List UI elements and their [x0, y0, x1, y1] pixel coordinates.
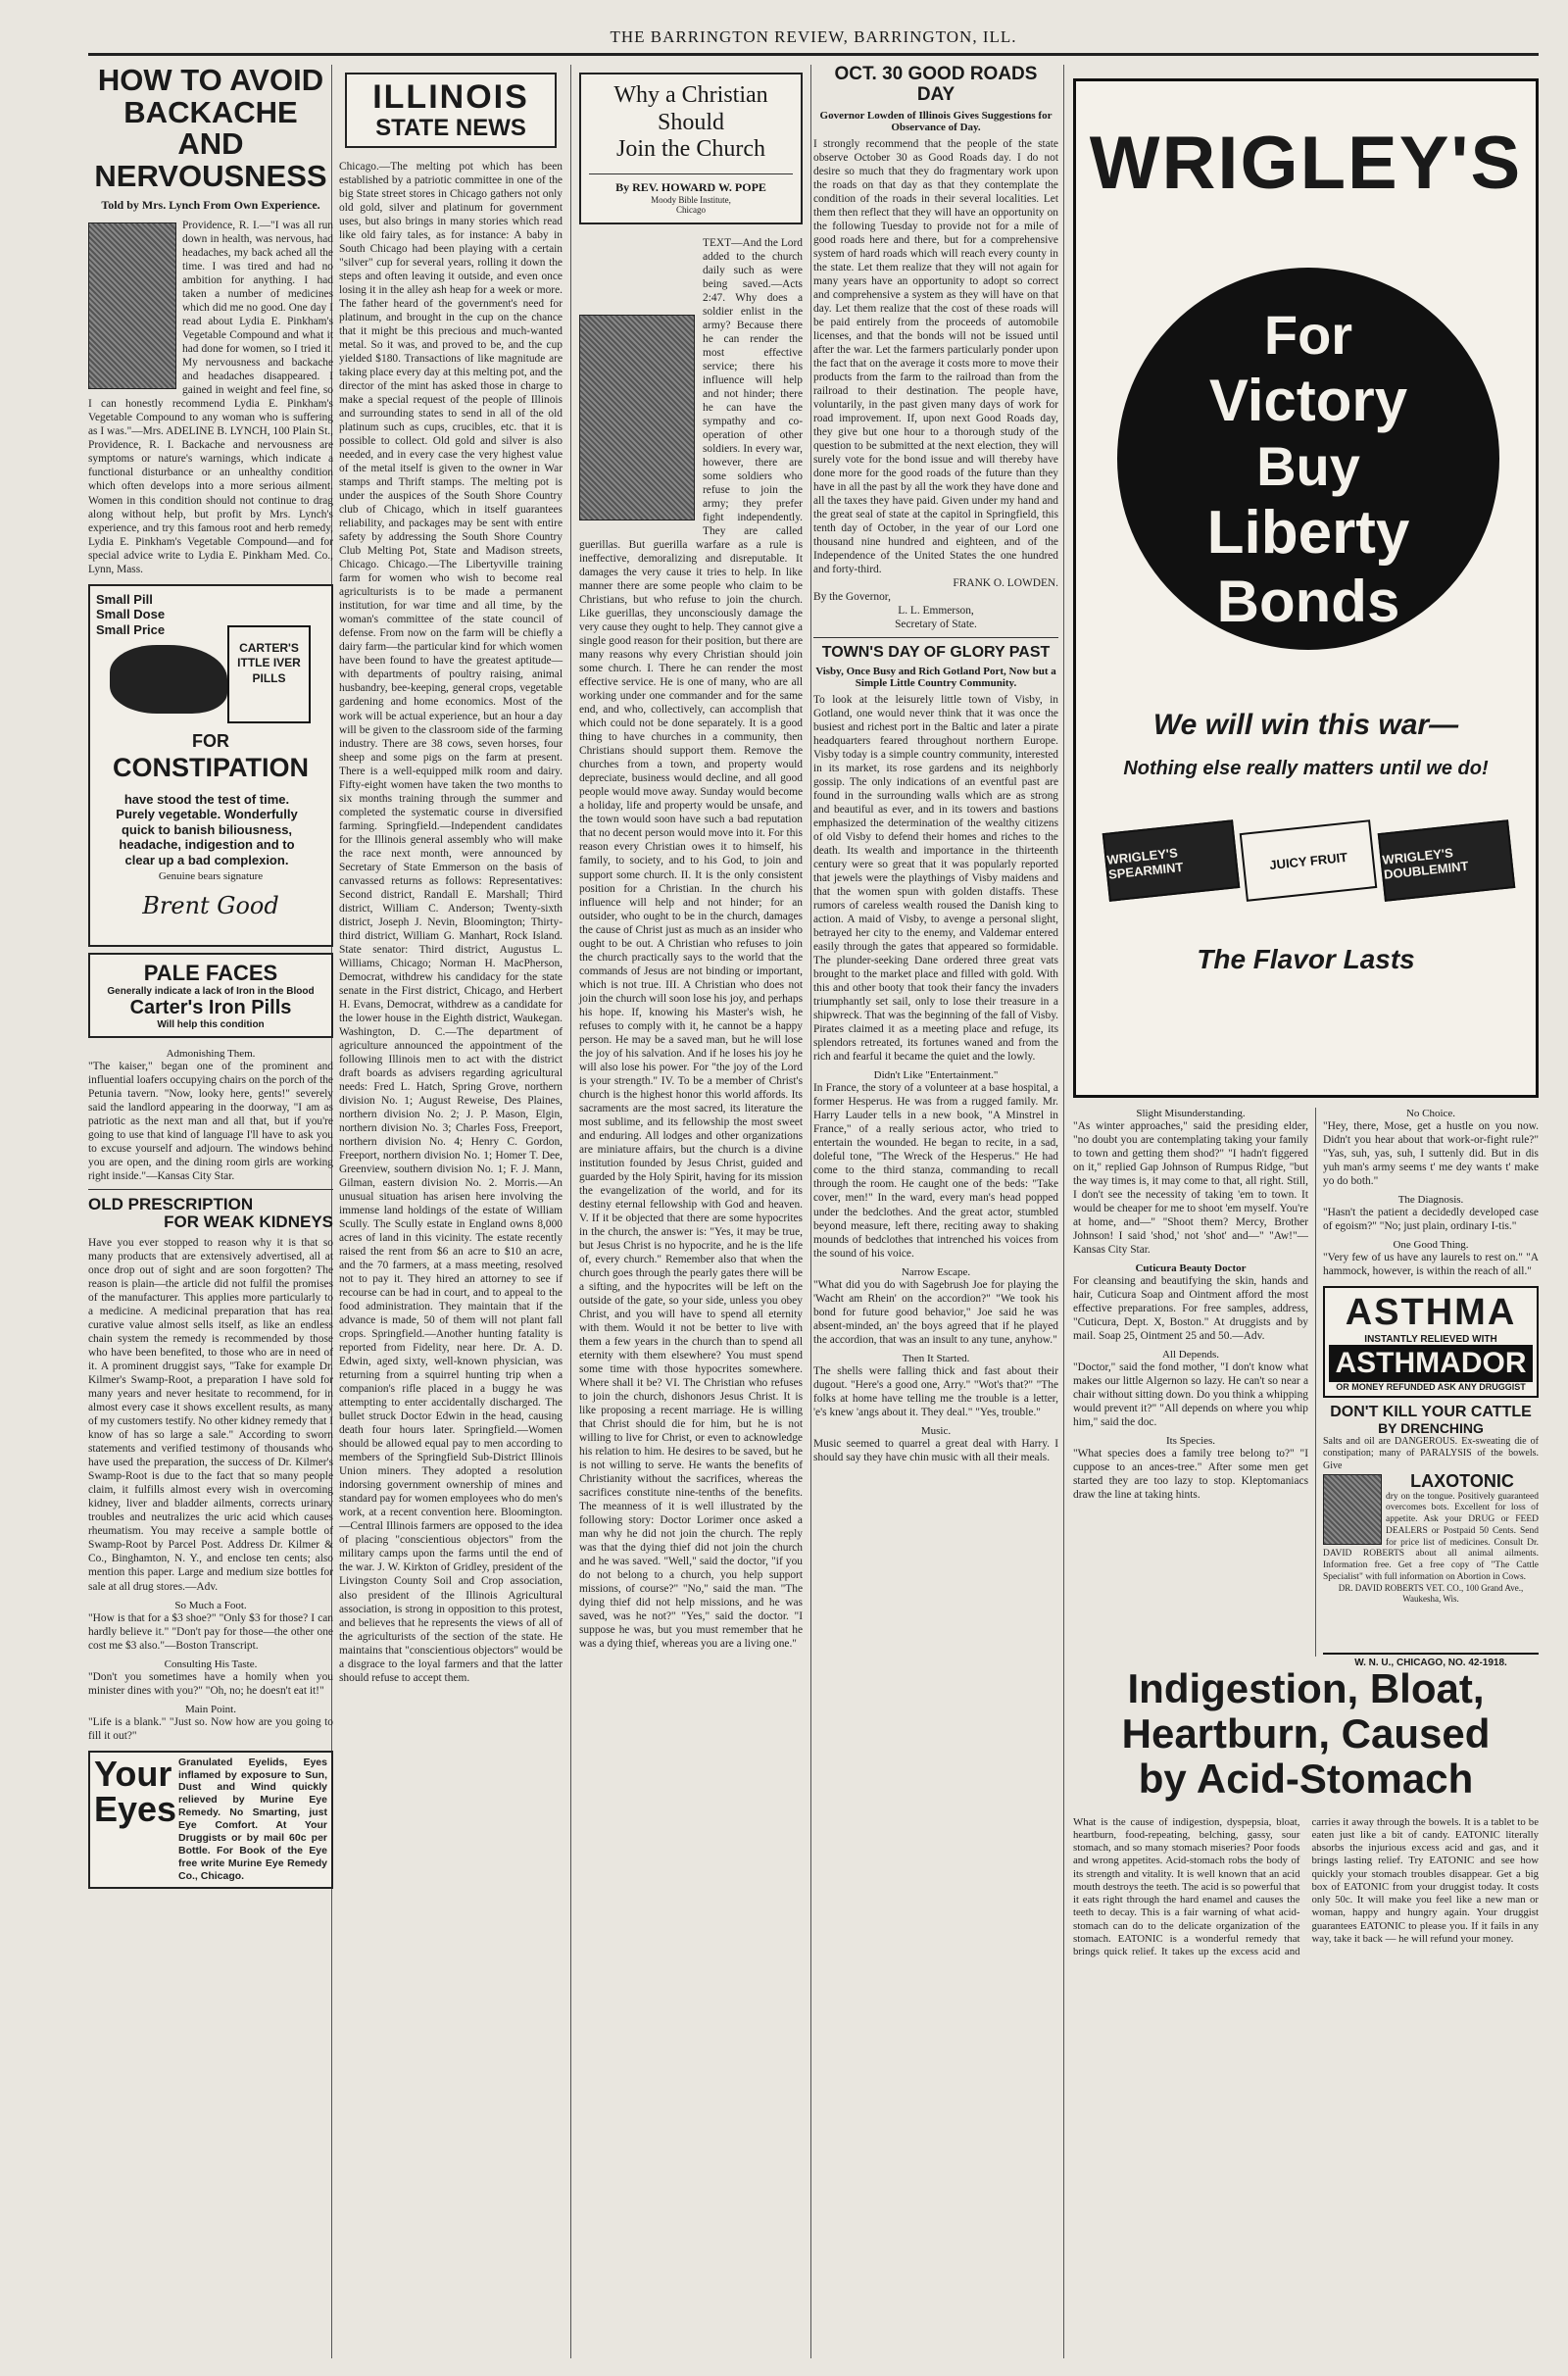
christian-article [573, 232, 808, 1656]
masthead: THE BARRINGTON REVIEW, BARRINGTON, ILL. [610, 27, 1017, 46]
cattle-title: DON'T KILL YOUR CATTLE [1330, 1404, 1532, 1421]
wrigleys-flavor-line: The Flavor Lasts [1197, 944, 1415, 974]
backache-headline-2: BACKACHE AND [123, 94, 298, 162]
backache-article [88, 65, 333, 576]
carters-for: FOR [192, 730, 229, 751]
diagnosis-body: "Hasn't the patient a decidedly developed case of egoism?" "No; just plain, ordinary I-tis." [1323, 1207, 1539, 1233]
masthead-rule [88, 53, 1539, 56]
murine-word-your: Your [94, 1753, 172, 1794]
cattle-address: DR. DAVID ROBERTS VET. CO., 100 Grand Ave., Waukesha, Wis. [1338, 1583, 1524, 1605]
foot-title: So Much a Foot. [174, 1599, 247, 1611]
state-news-header [345, 73, 557, 148]
gum-pack-spearmint: WRIGLEY'S SPEARMINT [1102, 819, 1241, 902]
circle-word-bonds: Bonds [1216, 569, 1400, 634]
cuticura-body: For cleansing and beautifying the skin, hands and hair, Cuticura Soap and Ointment afford the most effective preparations. For free samples, address, "Cuticura, Dept. X, Boston." At druggists and by mail. Soap 25, Ointment 25 and 50.—Adv. [1073, 1275, 1308, 1343]
lynch-portrait [88, 223, 176, 389]
column-rule [810, 65, 811, 2358]
crow-illustration [110, 645, 227, 714]
good-roads-sig-1: FRANK O. LOWDEN. [953, 577, 1058, 590]
murine-ad [88, 1751, 333, 1889]
taste-article [88, 1658, 333, 1698]
music-title: Music. [920, 1424, 952, 1437]
wnu-footer: W. N. U., CHICAGO, NO. 42-1918. [1323, 1653, 1539, 1668]
backache-body: Providence, R. I.—"I was all run down in health, was nervous, had headaches, my back ached all the time. I was tired and had no ambition for anything. I had taken a number of medicines which did me no good. One day I read about Lydia E. Pinkham's Vegetable Compound and what it had done for women, so I tried it. My nervousness and backache and headaches disappeared. I gained in weight and feel fine, so I can honestly recommend Lydia E. Pinkham's Vegetable Compound to any woman who is suffering as I was."—Mrs. ADELINE B. LYNCH, 100 Plain St., Providence, R. I. Backache and nervousness are symptoms or nature's warnings, which indicate a functional disturbance or an unhealthy condition which often develops into a more serious ailment. Women in this condition should not continue to drag along without help, but profit by Mrs. Lynch's experience, and try this famous root and herb remedy, Lydia E. Pinkham's Vegetable Compound—and for special advice write to Lydia E. Pinkham Med. Co., Lynn, Mass. [88, 220, 333, 575]
taste-body: "Don't you sometimes have a homily when you minister dines with you?" "Oh, no; he doesn't eat it!" [88, 1670, 333, 1697]
foot-body: "How is that for a $3 shoe?" "Only $3 for those? I can hardly believe it." "Don't pay for those—the other one cost me $3 also."—Boston Transcript. [88, 1611, 333, 1652]
taste-title: Consulting His Taste. [164, 1658, 258, 1670]
asthma-title: ASTHMA [1345, 1292, 1517, 1334]
asthma-tag: OR MONEY REFUNDED ASK ANY DRUGGIST [1336, 1382, 1526, 1393]
kidney-body: Have you ever stopped to reason why it is that so many products that are extensively advertised, all at once drop out of sight and are soon forgotten? The reason is plain—the article did not fulfil the promises of the manufacturer. This applies more particularly to a medicine. A medicinal preparation that has real curative value almost sells itself, as like an endless chain system the remedy is recommended by those who have been benefited, to those who are in need of it. A prominent druggist says, "Take for example Dr. Kilmer's Swamp-Root, a preparation I have sold for many years and never hesitate to recommend, for in almost every case it shows excellent results, as many of my customers testify. No other kidney remedy that I know of has so large a sale." According to sworn statements and verified testimony of thousands who have used the preparation, the success of Dr. Kilmer's Swamp-Root is due to the fact that so many people claim, it fulfills almost every wish in overcoming kidney, liver and bladder ailments, corrects urinary troubles and neutralizes the uric acid which causes rheumatism. You may receive a sample bottle of Swamp-Root by Parcel Post. Address Dr. Kilmer & Co., Binghamton, N. Y., and enclose ten cents; also mention this paper. Large and medium size bottles for sale at all drug stores.—Adv. [88, 1237, 333, 1593]
carters-sig-note: Genuine bears signature [158, 869, 264, 882]
foot-article [88, 1600, 333, 1653]
liberty-bonds-circle [1117, 268, 1499, 650]
column-3 [573, 65, 808, 2358]
circle-word-buy: Buy [1256, 435, 1360, 497]
gum-packs [1105, 826, 1512, 895]
main-point-article [88, 1704, 333, 1743]
good-roads-sig-3: L. L. Emmerson, [898, 605, 974, 618]
visby-article [813, 644, 1058, 1064]
state-news-title-1: ILLINOIS [372, 78, 529, 116]
admonishing-title: Admonishing Them. [166, 1047, 256, 1060]
christian-title-2: Should [657, 109, 724, 135]
indigestion-body: What is the cause of indigestion, dyspepsia, bloat, heartburn, food-repeating, belching, gassy, sour stomach, and so many stomach miseries? Poor foods and wrong appetites. Acid-stomach robs the body of its strength and vitality. It is well known that an acid mouth destroys the teeth. The acid is so powerful that it eats right through the hard enamel and causes the teeth to decay. This is a fair warning of what acid-stomach can do to the delicate organization of the stomach. EATONIC is a wonderful remedy that brings quick relief. It takes up the excess acid and carries it away through the bowels. It is a tablet to be eaten just like a bit of candy. EATONIC literally absorbs the injurious excess acid and gas, and it brings lasting relief. Try EATONIC and see how quickly your stomach troubles disappear. Get a big box of EATONIC from your druggist today. It costs only 50c. It will make you feel like a new man or woman, happy and hungry again. Your druggist guarantees EATONIC to please you. If it fails in any way, take it back — he will refund your money. [1073, 1815, 1539, 1958]
pope-portrait [579, 315, 695, 520]
kidney-article [88, 1196, 333, 1594]
christian-header [579, 73, 803, 224]
indigestion-headline-2: Heartburn, Caused [1121, 1710, 1491, 1757]
cuticura-title: Cuticura Beauty Doctor [1135, 1262, 1247, 1275]
no-choice-body: "Hey, there, Mose, get a hustle on you now. Didn't you hear about that work-or-fight rule?" "Yas, suh, yas, suh, I suttenly did. But in dis yuh man's army seems t' me dey wants t' make yo do both." [1323, 1120, 1539, 1188]
gum-pack-juicy-fruit: JUICY FRUIT [1240, 819, 1378, 902]
indigestion-headline-1: Indigestion, Bloat, [1127, 1665, 1485, 1711]
visby-body: To look at the leisurely little town of Visby, in Gotland, one would never think that it was once the busiest and richest port in the Baltic and later a pirate headquarters feared throughout northern Europe. Visby today is a simple country community, interested in its market, its rose gardens and its neighborly gossip. The only indications of an eventful past are found in the surrounding walls which are as strong and beautiful as ever, and in its towers and bastions emphasized the determination of the wealthy citizens of old Visby to defend their homes and riches to the death. Its wealth and importance in the thirteenth century were so great that it was popularly reported that jewels were the playthings of Visby maidens and that the women spun with golden distaffs. These rumors of careless wealth roused the Danish king to action. A maid of Visby, to avenge a personal slight, betrayed her city to the enemy, and Valdemar entered easily through the gates that appeared so formidable. The plunder-seeking Dane ordered three great vats brought to the market place and filled with gold. With this and other booty that took their fancy the invaders triumphantly set sail, only to lose their treasure in a shipwreck. That was the beginning of the fall of Visby. Pirates claimed it as a meeting place and refuge, its splendors retreated, its fortunes waned and from the rich and fearful it became the quiet and the lowly. [813, 693, 1058, 1064]
all-depends-title: All Depends. [1161, 1349, 1220, 1361]
state-news-body: Chicago.—The melting pot which has been established by a patriotic committee in one of the big State street stores in Chicago gathers not only old gold, silver and platinum for government uses, but also brings in many stories which read like old fairy tales, as for instance: A baby in South Chicago had been playing with a certain "silver" cup for several years, rolling it down the steps and often leaving it outside, and even once losing it in the alley ash heap for a week or more. The father heard of the government's need for platinum, and brought in the cup on the chance that it might be this precious and much-wanted metal. So it was, and proved to be, and the cup yielded $180. Transactions of like magnitude are taking place every day at this melting pot, and the director of the mint has asked those in charge to make a special request of the people of Illinois and surrounding states to send in all of the old platinum such as cups, crucibles, etc. that it is possible to collect. Old gold and silver is also needed, and in every case the very highest value of the metal itself is given to the owner in War stamps and Thrift stamps. The melting pot is under the auspices of the South Shore Country club of Chicago, which in itself guarantees reliability, and packages may be sent with entire safety by addressing the South Shore Country Club Melting Pot, State and Madison streets, Chicago. Chicago.—The Libertyville training farm for women who wish to become real agriculturists is to be made a permanent institution, for war time and all time, by the woman's committee of the state council of defense. From now on the farm will be chiefly a dairy farm—the particular kind for which women have been found to have the greatest aptitude—with departments of poultry raising, animal husbandry, bee-keeping, general crops, vegetable gardening and home economics. Most of the work will be actual experience, but an hour a day will be given to the classroom side of the farming industry. There are 38 cows, seven horses, four sheep and some pigs on the farm at present. There is a well-equipped milk room and dairy. Fifty-eight women have taken the two months to six months training through the summer and completed the systematic course in diversified farming. Springfield.—Independent candidates for the Illinois general assembly who will make the race next month, were announced by Secretary of State Emmerson on the basis of canvassed returns as follows: Representatives: Second district, Randall E. Marshall; Third district, William C. Anderson; Twenty-sixth district, Joseph J. Nevin, Bloomington; Thirty-third district, William G. Manhart, Rock Island. State senator: Third district, Augustus L. Williams, Chicago; Norman H. MacPherson, Democrat, withdrew his candidacy for the state senate in the First district, Chicago, and Herbert H. Evans, Democrat, withdrew as a candidate for the lower house in the Eighth district, Waukegan. Washington, D. C.—The department of agriculture announced the appointment of the following Illinois men to act with the district draft boards as advisers regarding agricultural needs: Fred L. Hatch, Spring Grove, northern division No. 1; August Reweise, Des Plaines, northern division No. 2; J. P. Mason, Elgin, northern division No. 3; Charles Foss, Freeport, northern division No. 4; Henry C. Gordon, Freeport, northern division No. 1; Homer T. Dee, Greenview, southern division No. 1; F. J. Mann, Gilman, eastern division No. 2. Morris.—An unusual situation has arisen here involving the immense land holdings of the estate of William Scully. The Scully estate in England owns 8,000 acres of land in this vicinity. The estate recently raised the rent from $6 an acre to $10 an acre, and the 70 farmers, at a mass meeting, resolved not to pay it. They hired an attorney to see if recourse can be had in court, and to appeal to the food administration. They maintain that if the advance is made, 50 of them will not plant fall crops. Springfield.—Another hunting fatality is reported from Fidelity, near here. Dr. A. D. Edwin, aged sixty, well-known physician, was returning from a squirrel hunting trip when a companion's rifle placed in a buggy he was attempting to enter accidentally discharged. The bullet struck Doctor Edwin in the head, causing death four hours later. Springfield.—Women should be allowed equal pay to men according to members of the Springfield Sub-District Illinois Union miners. They adopted a resolution indorsing government ownership of mines and standard pay for women employees who do men's work, at a recent convention here. Bloomington.—Central Illinois farmers are opposed to the idea of placing "conscientious objectors" from the military camps upon the farms until the end of the war. J. W. Kirkton of Gridley, president of the Livingston County Soil and Crop association, also president of the Illinois Agricultural association, is strong in opposition to this protest, and believes that he represents the views of all of the agriculturists of the section of the state. He maintains that "conscientious objectors" would be a disgrace to the loyal farmers and that the latter should refuse to accept them. [339, 160, 563, 1684]
entertainment-body: In France, the story of a volunteer at a base hospital, a former Hesperus. He was from a rugged family. Mr. Harry Lauder tells in a new book, "A Minstrel in France," of a really serious actor, who tried to entertain the wounded. He began to recite, in a sad, doleful tone, "The Wreck of the Hesperus." He had come to the third stanza, commanding to recall through the room. He caught one of the beds: "Take cover, men!" In the ward, every man's head popped under the bedclothes. And the great actor, stumbled beyond measure, left there, reciting away to shaking mounds of bedclothes that intrenched his voices from the sound of his voice. [813, 1082, 1058, 1260]
wrigleys-brand: WRIGLEY'S [1089, 122, 1523, 205]
carters-box-label: CARTER'S ITTLE IVER PILLS [227, 625, 311, 723]
admonishing-body: "The kaiser," began one of the prominent and influential loafers occupying chairs on the porch of the Petunia tavern. "Now, looky here, gents!" severely said the landlord appearing in the doorway, "I am as patriotic as the next man and all that, but if you're going to use that kind of language I'll have to ask you to excuse yourself and adjourn. The windows behind you are open, and the dining room girls are working right inside."—Kansas City Star. [88, 1060, 333, 1182]
narrow-escape-title: Narrow Escape. [901, 1265, 971, 1278]
column-5-misc [1073, 1108, 1308, 1657]
roberts-portrait [1323, 1474, 1382, 1545]
state-news-title-2: STATE NEWS [375, 114, 526, 141]
admonishing-article [88, 1048, 333, 1183]
column-rule [1315, 1108, 1316, 1657]
pale-faces-sub: Generally indicate a lack of Iron in the Blood [107, 985, 315, 997]
murine-wordmark [94, 1753, 177, 1883]
christian-affil-1: Moody Bible Institute, [651, 194, 731, 205]
indigestion-headline-3: by Acid-Stomach [1138, 1756, 1474, 1803]
christian-title-1: Why a Christian [613, 82, 768, 108]
good-roads-article [813, 65, 1058, 631]
murine-body: Granulated Eyelids, Eyes inflamed by exposure to Sun, Dust and Wind quickly relieved by Murine Eye Remedy. No Smarting, just Eye Comfort. At Your Druggists or by mail 60c per Bottle. For Book of the Eye free write Murine Eye Remedy Co., Chicago. [178, 1756, 327, 1882]
then-started-title: Then It Started. [902, 1352, 970, 1364]
column-rule [1063, 65, 1064, 2358]
circle-word-liberty: Liberty [1206, 499, 1410, 567]
gum-pack-doublemint: WRIGLEY'S DOUBLEMINT [1377, 819, 1515, 902]
visby-headline: TOWN'S DAY OF GLORY PAST [821, 644, 1051, 662]
column-rule [570, 65, 571, 2358]
then-started-article [813, 1353, 1058, 1419]
species-body: "What species does a family tree belong to?" "I cuppose to an ances-tree." After some men get started they are too lazy to stop. Kleptomaniacs draw the line at taking hints. [1073, 1448, 1308, 1502]
pale-faces-ad [88, 953, 333, 1038]
wrigleys-ad [1073, 78, 1539, 1098]
good-roads-headline: OCT. 30 GOOD ROADS DAY [834, 65, 1038, 105]
narrow-escape-article [813, 1266, 1058, 1347]
asthma-sub: INSTANTLY RELIEVED WITH [1364, 1334, 1497, 1346]
carters-headline: CONSTIPATION [113, 752, 309, 782]
carters-body: have stood the test of time. Purely vegetable. Wonderfully quick to banish biliousness, headache, indigestion and to clear up a bad complexion. [116, 791, 298, 867]
carters-tag: Small Price [96, 621, 166, 637]
circle-word-for: For [1263, 304, 1353, 366]
good-roads-sub: Governor Lowden of Illinois Gives Suggestions for Observance of Day. [819, 109, 1053, 133]
backache-headline-3: NERVOUSNESS [94, 158, 327, 193]
separator [88, 1189, 333, 1190]
one-good-thing-body: "Very few of us have any laurels to rest on." "A hammock, however, is within the reach of all." [1323, 1252, 1539, 1278]
good-roads-sig-4: Secretary of State. [895, 619, 977, 631]
column-6-misc [1323, 1108, 1539, 1657]
murine-word-eyes: Eyes [94, 1788, 177, 1829]
kidney-headline-1: OLD PRESCRIPTION [88, 1194, 254, 1213]
all-depends-body: "Doctor," said the fond mother, "I don't know what makes our little Algernon so lazy. He can't so near a chair without sitting down. Do you think a whipping would prevent it?" "All depends on where you whip him," said the doc. [1073, 1361, 1308, 1429]
carters-signature: Brent Good [142, 891, 279, 919]
music-article [813, 1425, 1058, 1464]
separator [813, 637, 1058, 638]
then-started-body: The shells were falling thick and fast about their dugout. "Here's a good one, Arry." "Wot's that?" "The folks at home have telling me the trouble is a letter, 'e's knew 'angs about it. They deal." "Yes, trouble." [813, 1364, 1058, 1418]
column-4 [813, 65, 1058, 2358]
asthmador-brand: ASTHMADOR [1329, 1345, 1533, 1382]
laxotonic-brand: LAXOTONIC [1410, 1471, 1514, 1492]
misunderstanding-title: Slight Misunderstanding. [1136, 1108, 1246, 1119]
entertainment-article [813, 1069, 1058, 1260]
visby-sub: Visby, Once Busy and Rich Gotland Port, Now but a Simple Little Country Community. [815, 665, 1056, 689]
music-body: Music seemed to quarrel a great deal with Harry. I should say they have chin music with all their meals. [813, 1437, 1058, 1463]
kidney-headline-2: FOR WEAK KIDNEYS [164, 1213, 333, 1232]
wrigleys-sub-line: Nothing else really matters until we do! [1123, 758, 1489, 779]
backache-byline: Told by Mrs. Lynch From Own Experience. [101, 198, 320, 213]
entertainment-title: Didn't Like "Entertainment." [873, 1069, 999, 1082]
carters-tag: Small Dose [96, 607, 166, 622]
species-title: Its Species. [1165, 1435, 1216, 1448]
asthmador-ad [1323, 1286, 1539, 1398]
one-good-thing-title: One Good Thing. [1393, 1239, 1469, 1252]
circle-word-victory: Victory [1208, 368, 1408, 433]
main-point-body: "Life is a blank." "Just so. Now how are you going to fill it out?" [88, 1715, 333, 1742]
christian-affil-2: Chicago [676, 204, 706, 215]
good-roads-body: I strongly recommend that the people of the state observe October 30 as Good Roads day. I do not desire so much that they do fragmentary work upon the roads on that day as that they contemplate the condition of the roads in their several localities. Let them then reflect that they will have an opportunity on the following Tuesday to provide not for a mile of good roads here and there, but for a comprehensive system of hard roads which will reach every county in the state. Let them realize that they will not again for many years have an opportunity to adopt so correct and comprehensive a system as they will have on that day. Let them realize that the cost of these roads will be paid entirely from the proceeds of automobile licenses, and that the bonds will not be issued until after the war. Let the farmers particularly ponder upon the fact that on the average it costs more to move their products from the farm to the railroad than from the railroad to their destination. The people have, voluntarily, in the past given many days of work for road improvement. If, upon next Good Roads day, they give but one hour to a thorough study of the question to be submitted at the next election, they will surely vote for the bond issue and will thereby have done more for the good roads of the future than they have in all the past by all the work they have done and all the taxes they have paid. Given under my hand and the great seal of state at the capitol in Springfield, this tenth day of October, in the year of our Lord one thousand nine hundred and eighteen, and of the Independence of the United States the one hundred and forty-third. [813, 137, 1058, 576]
christian-byline: By REV. HOWARD W. POPE [615, 179, 766, 194]
pale-faces-tag: Will help this condition [157, 1018, 265, 1030]
column-2 [333, 65, 568, 2358]
backache-headline-1: HOW TO AVOID [97, 65, 324, 97]
christian-title-3: Join the Church [616, 136, 765, 163]
pale-faces-brand: Carter's Iron Pills [129, 996, 292, 1018]
eatonic-ad [1073, 1666, 1539, 2352]
main-point-title: Main Point. [185, 1703, 236, 1715]
cattle-body-2: dry on the tongue. Positively guaranteed overcomes bots. Excellent for loss of appetite. Ask your DRUG or FEED DEALERS or Postpaid 50 Cents. Send for price list of medicines. Consult Dr. DAVID ROBERTS about all animal ailments. Information free. Get a free copy of "The Cattle Specialist" with full information on Abortion in Cows. [1323, 1491, 1539, 1582]
carters-ad [88, 584, 333, 947]
cattle-sub: BY DRENCHING [1378, 1419, 1484, 1436]
diagnosis-title: The Diagnosis. [1397, 1194, 1464, 1207]
pale-faces-title: PALE FACES [143, 960, 278, 985]
laxotonic-ad [1323, 1404, 1539, 1605]
separator [589, 173, 793, 174]
misunderstanding-body: "As winter approaches," said the presiding elder, "no doubt you are contemplating taking your family to town and getting them shod?" "I hadn't figgered on it," replied Gap Johnson of Rumpus Ridge, "but the way times is, it may come to that, all right. Still, I don't see the necessity of taking 'em to town. It would be cheaper for me to shoot 'em myself. You're at home, and—" "Shoot them? Mercy, Brother Johnson! I said 'shod,' not 'shot' and—" "Aw!"—Kansas City Star. [1073, 1120, 1308, 1257]
christian-body: TEXT—And the Lord added to the church daily such as were being saved.—Acts 2:47. Why does a soldier enlist in the army? Because there he can render the most effective service; there his influence will help and not hinder; there he can have the sympathy and co-operation of other soldiers. In every war, however, there are some soldiers who refuse to join the army; they prefer fight independently. They are called guerillas. But guerilla warfare as a rule is ineffective, demoralizing and disreputable. It damages the very cause it tries to help. In like manner there are some people who claim to be Christians, but who refuse to join the church. Like guerillas, they unconsciously damage the very cause they ought to help. They cannot give a single good reason for their position, but there are many reasons why every Christian should join some church. I. There he can render the most effective service. He is one of many, who are all working under one commander and for the same end, and who, collectively, can accomplish that which could not be done separately. It is a good thing to have churches in a community, then Christians should support them. Remove the churches from a town, and property would depreciate, business would decline, and all good people would move away. Sunday would become a holiday, life and property would be unsafe, and the town would soon have such a bad reputation that no decent person would move into it. For this reason every Christian owes it to himself, his family, to society, and to his God, to join and support some church. II. It is the only consistent position for a Christian. In the church his influence will help and not hinder; for an outsider, who ought to be in the church, damages the cause of Christ just as much as an insider who ought to be out. A Christian who refuses to join the church practically says to the world that the commands of Jesus are not binding or important, which is not true. III. A Christian who does not join the church will soon lose his joy, and perhaps his hope. If, knowing his Master's wish, he refuses to comply with it, he cannot be a happy person. He may be a saved man, but he will lose the joy of his salvation. And if he loses his joy he will also lose his power. For "the joy of the Lord is your strength." IV. To be a member of Christ's church is the highest honor this world affords. Its sacraments are the most sacred, its literature the most sublime, and its fellowship the most sweet and enduring. All lodges and other organizations are miniature affairs, but the church is a divine institution founded by Jesus Christ, guided and guarded by the Holy Spirit, having for its mission the evangelization of the world, and for its destiny eternal fellowship with God and heaven. V. If it be objected that there are some hypocrites in the church, the answer is: "Yes, it may be true, but Jesus Christ is no hypocrite, and he is the life of, every church." Remember also that when the church goes through the pearly gates there will be a sifting, and the hypocrites will be left on the outside of the gate, so your side, unless you obey Christ, and you will have to spend all eternity with them. Would it not be better to live with them a few years in the church than to spend all eternity with them elsewhere? You must spend some time with those hypocrites somewhere. Where shall it be? VI. The Christian who refuses to join the church, dishonors Jesus Christ. It is like proposing a recent marriage. He is willing that Christ should die for him, but he is not willing to live for Christ, or even to acknowledge his relation to him. He desires to be saved, but he is not willing to serve. He wants the benefits of Christianity without the sacrifices, whereas the sacrifices constitute nine-tenths of the benefits. The meanness of it is well illustrated by the following story: Doctor Lorimer once asked a man why he did not join the church. The reply was that the dying thief did not join the church and he was saved. "Well," said the doctor, "if you do not belong to a church, you help support missions, of course?" "No," said the man. "The dying thief did not help missions, and he was saved, was he not?" "Yes," said the doctor. "I suppose he was, but you must remember that he was a dying thief, whereas you are a living one." [579, 236, 803, 1651]
no-choice-title: No Choice. [1405, 1108, 1456, 1119]
good-roads-sig-2: By the Governor, [813, 591, 891, 604]
carters-tag: Small Pill [96, 591, 153, 607]
narrow-escape-body: "What did you do with Sagebrush Joe for playing the 'Wacht am Rhein' on the accordion?" "We took his bond for future good behavior," Joe said he was absent-minded, an' the boys agreed that if he played the accordion, that was an insult to any tune, anyhow." [813, 1278, 1058, 1346]
wrigleys-win-line: We will win this war— [1152, 709, 1459, 741]
cattle-body: Salts and oil are DANGEROUS. Ex-sweating die of constipation; many of PARALYSIS of the bowels. Give [1323, 1436, 1539, 1471]
column-1 [88, 65, 333, 2358]
